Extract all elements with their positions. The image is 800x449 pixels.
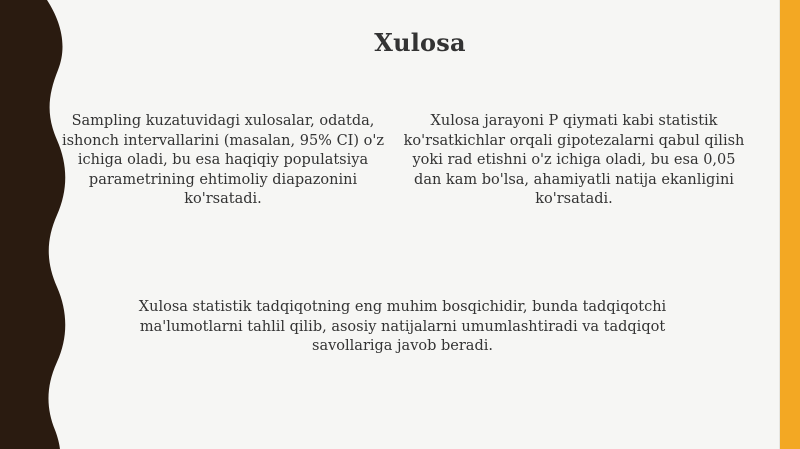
- right-accent-bar: [780, 0, 800, 449]
- paragraph-right: Xulosa jarayoni P qiymati kabi statistik ko'rsatkichlar orqali gipotezalarni qabul qilish yoki rad etishni o'z ichiga oladi, bu esa 0,05 dan kam bo'lsa, ahamiyatli natija ekanligini ko'rsatadi.: [403, 113, 745, 207]
- paragraph-bottom: Xulosa statistik tadqiqotning eng muhim bosqichidir, bunda tadqiqotchi ma'lumotlarni tahlil qilib, asosiy natijalarni umumlashtiradi va tadqiqot savollariga javob beradi.: [138, 299, 667, 354]
- left-wave-decoration: [0, 0, 80, 449]
- slide-title: Xulosa: [374, 28, 466, 57]
- paragraph-left: Sampling kuzatuvidagi xulosalar, odatda, ishonch intervallarini (masalan, 95% CI) o'z ichiga oladi, bu esa haqiqiy populatsiya parametrining ehtimoliy diapazonini ko'rsatadi.: [61, 113, 385, 207]
